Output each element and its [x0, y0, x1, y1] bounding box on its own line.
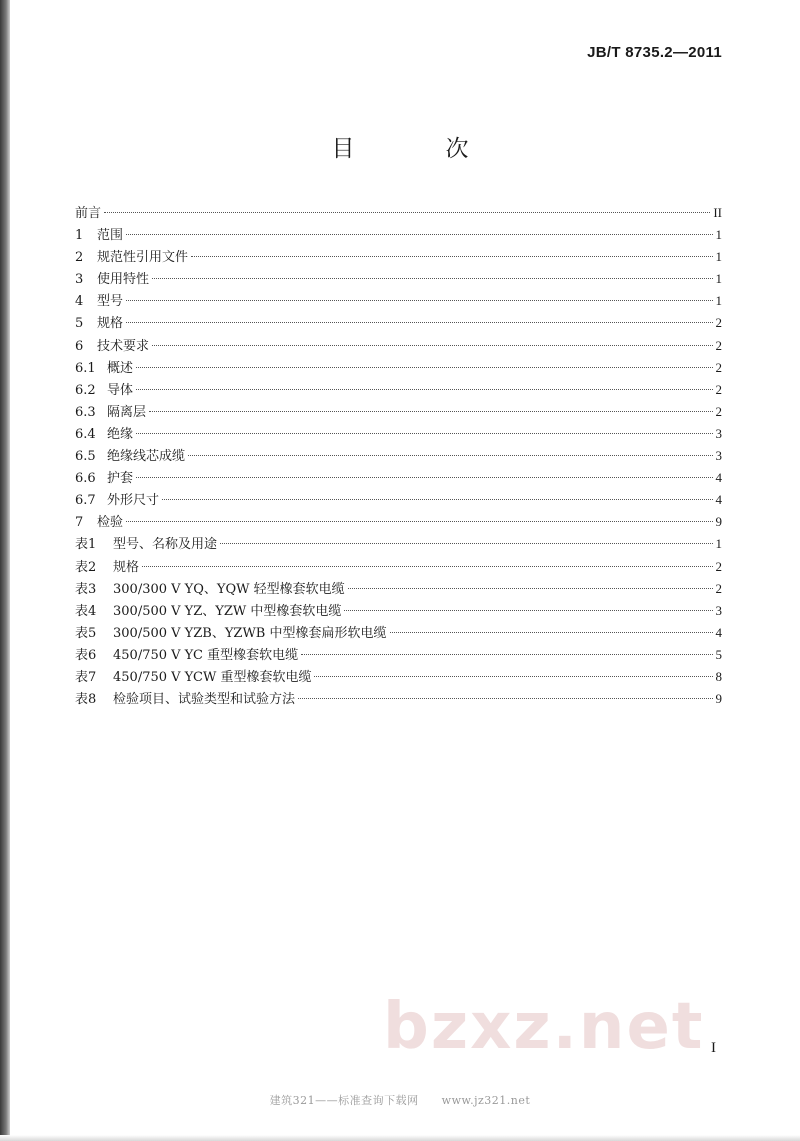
toc-entry-number: 7 — [75, 515, 84, 531]
toc-entry-page: 2 — [715, 315, 722, 331]
toc-entry-page: 2 — [715, 403, 722, 419]
toc-entry[interactable] — [75, 511, 722, 533]
toc-entry-page: 8 — [715, 668, 722, 684]
toc-dot-leader — [390, 632, 713, 633]
toc-entry[interactable] — [75, 467, 722, 489]
toc-dot-leader — [104, 212, 710, 213]
toc-dot-leader — [344, 610, 712, 611]
toc-entry[interactable] — [75, 312, 722, 334]
toc-dot-leader — [348, 588, 713, 589]
toc-entry-label: 前言 — [75, 206, 102, 221]
table-of-contents — [75, 202, 722, 710]
toc-entry-page: 2 — [715, 359, 722, 375]
toc-dot-leader — [162, 499, 712, 500]
toc-entry-number: 1 — [75, 228, 84, 244]
toc-entry[interactable] — [75, 445, 722, 467]
toc-entry-page: 1 — [715, 271, 722, 287]
toc-entry-page: 1 — [715, 227, 722, 243]
toc-dot-leader — [298, 698, 712, 699]
toc-entry[interactable] — [75, 578, 722, 600]
toc-entry-number: 2 — [75, 250, 84, 266]
toc-entry-number: 6.7 — [75, 493, 96, 509]
toc-entry-page: 2 — [715, 381, 722, 397]
toc-entry-label: 型号、名称及用途 — [113, 537, 218, 553]
toc-entry[interactable] — [75, 644, 722, 666]
toc-dot-leader — [126, 322, 712, 323]
page-number: I — [711, 1040, 716, 1056]
toc-entry-label: 范围 — [97, 228, 124, 244]
toc-dot-leader — [301, 654, 712, 655]
toc-entry[interactable] — [75, 556, 722, 578]
toc-entry-number: 6.3 — [75, 404, 96, 420]
toc-entry[interactable] — [75, 533, 722, 555]
toc-dot-leader — [136, 433, 712, 434]
toc-entry-page: 2 — [715, 558, 722, 574]
toc-entry-number: 表2 — [75, 559, 97, 575]
toc-entry-page: 2 — [715, 337, 722, 353]
toc-entry-label: 450/750 V YC 重型橡套软电缆 — [113, 647, 299, 663]
toc-entry-label: 规格 — [97, 316, 124, 332]
toc-dot-leader — [220, 543, 712, 544]
toc-entry-label: 检验 — [97, 515, 124, 531]
toc-entry-page: 1 — [715, 536, 722, 552]
toc-dot-leader — [136, 367, 712, 368]
toc-dot-leader — [188, 455, 712, 456]
toc-entry[interactable] — [75, 401, 722, 423]
toc-entry-number: 表5 — [75, 625, 97, 641]
toc-entry[interactable] — [75, 666, 722, 688]
toc-entry-page: 4 — [715, 624, 722, 640]
toc-entry-number: 6.6 — [75, 471, 96, 487]
toc-entry-label: 检验项目、试验类型和试验方法 — [113, 692, 296, 708]
toc-entry-number: 表1 — [75, 537, 97, 553]
toc-dot-leader — [314, 676, 712, 677]
toc-entry-number: 表3 — [75, 581, 97, 597]
toc-entry-label: 技术要求 — [97, 338, 150, 354]
toc-dot-leader — [126, 521, 712, 522]
toc-entry-page: 1 — [715, 249, 722, 265]
toc-entry-number: 3 — [75, 272, 84, 288]
toc-entry-label: 外形尺寸 — [107, 493, 160, 509]
scan-bottom-edge — [0, 1135, 800, 1141]
toc-entry-page: 4 — [715, 492, 722, 508]
toc-entry-label: 概述 — [107, 360, 134, 376]
toc-entry-page: 1 — [715, 293, 722, 309]
toc-entry[interactable] — [75, 688, 722, 710]
toc-entry-number: 表7 — [75, 669, 97, 685]
toc-entry-label: 绝缘线芯成缆 — [107, 449, 186, 465]
toc-dot-leader — [126, 300, 712, 301]
toc-entry[interactable] — [75, 224, 722, 246]
toc-entry[interactable] — [75, 290, 722, 312]
toc-entry-number: 5 — [75, 316, 84, 332]
toc-entry[interactable] — [75, 246, 722, 268]
toc-dot-leader — [136, 389, 712, 390]
toc-entry-label: 300/500 V YZ、YZW 中型橡套软电缆 — [113, 603, 342, 619]
toc-entry-label: 型号 — [97, 294, 124, 310]
toc-entry-page: 9 — [715, 514, 722, 530]
toc-dot-leader — [126, 234, 712, 235]
toc-entry-label: 护套 — [107, 471, 134, 487]
toc-entry-number: 6.2 — [75, 382, 96, 398]
toc-entry-page: 9 — [715, 691, 722, 707]
toc-entry[interactable] — [75, 268, 722, 290]
standard-number: JB/T 8735.2—2011 — [587, 44, 722, 61]
toc-entry-number: 6.1 — [75, 360, 96, 376]
toc-dot-leader — [191, 256, 712, 257]
toc-entry[interactable] — [75, 379, 722, 401]
toc-entry-page: 5 — [715, 646, 722, 662]
scan-edge — [0, 0, 10, 1141]
toc-entry-label: 绝缘 — [107, 426, 134, 442]
toc-entry-label: 使用特性 — [97, 272, 150, 288]
toc-dot-leader — [152, 278, 712, 279]
toc-entry-page: II — [713, 205, 722, 220]
toc-entry-number: 表6 — [75, 647, 97, 663]
toc-entry[interactable] — [75, 202, 722, 224]
toc-dot-leader — [142, 566, 712, 567]
toc-entry-label: 规范性引用文件 — [97, 250, 189, 266]
toc-entry[interactable] — [75, 489, 722, 511]
toc-entry-label: 300/500 V YZB、YZWB 中型橡套扁形软电缆 — [113, 625, 387, 641]
page-title: 目 次 — [331, 136, 503, 162]
toc-dot-leader — [152, 345, 712, 346]
toc-entry-label: 导体 — [107, 382, 134, 398]
toc-entry-page: 2 — [715, 580, 722, 596]
toc-entry[interactable] — [75, 600, 722, 622]
toc-entry-number: 表4 — [75, 603, 97, 619]
toc-entry[interactable] — [75, 357, 722, 379]
watermark: bzxz.net — [383, 990, 705, 1064]
toc-entry-label: 规格 — [113, 559, 140, 575]
toc-entry[interactable] — [75, 335, 722, 357]
toc-entry[interactable] — [75, 423, 722, 445]
toc-entry-label: 隔离层 — [107, 404, 147, 420]
toc-entry-page: 3 — [715, 448, 722, 464]
toc-entry-number: 6.4 — [75, 426, 96, 442]
toc-entry-label: 450/750 V YCW 重型橡套软电缆 — [113, 669, 312, 685]
toc-entry-page: 4 — [715, 470, 722, 486]
toc-entry-label: 300/300 V YQ、YQW 轻型橡套软电缆 — [113, 581, 345, 597]
toc-dot-leader — [149, 411, 712, 412]
toc-entry-number: 6 — [75, 338, 84, 354]
toc-entry-number: 表8 — [75, 692, 97, 708]
footer-site-text: 建筑321——标准查询下载网 www.jz321.net — [269, 1094, 531, 1107]
toc-entry[interactable] — [75, 622, 722, 644]
toc-entry-number: 4 — [75, 294, 84, 310]
toc-entry-page: 3 — [715, 425, 722, 441]
toc-dot-leader — [136, 477, 712, 478]
toc-entry-number: 6.5 — [75, 449, 96, 465]
toc-entry-page: 3 — [715, 602, 722, 618]
